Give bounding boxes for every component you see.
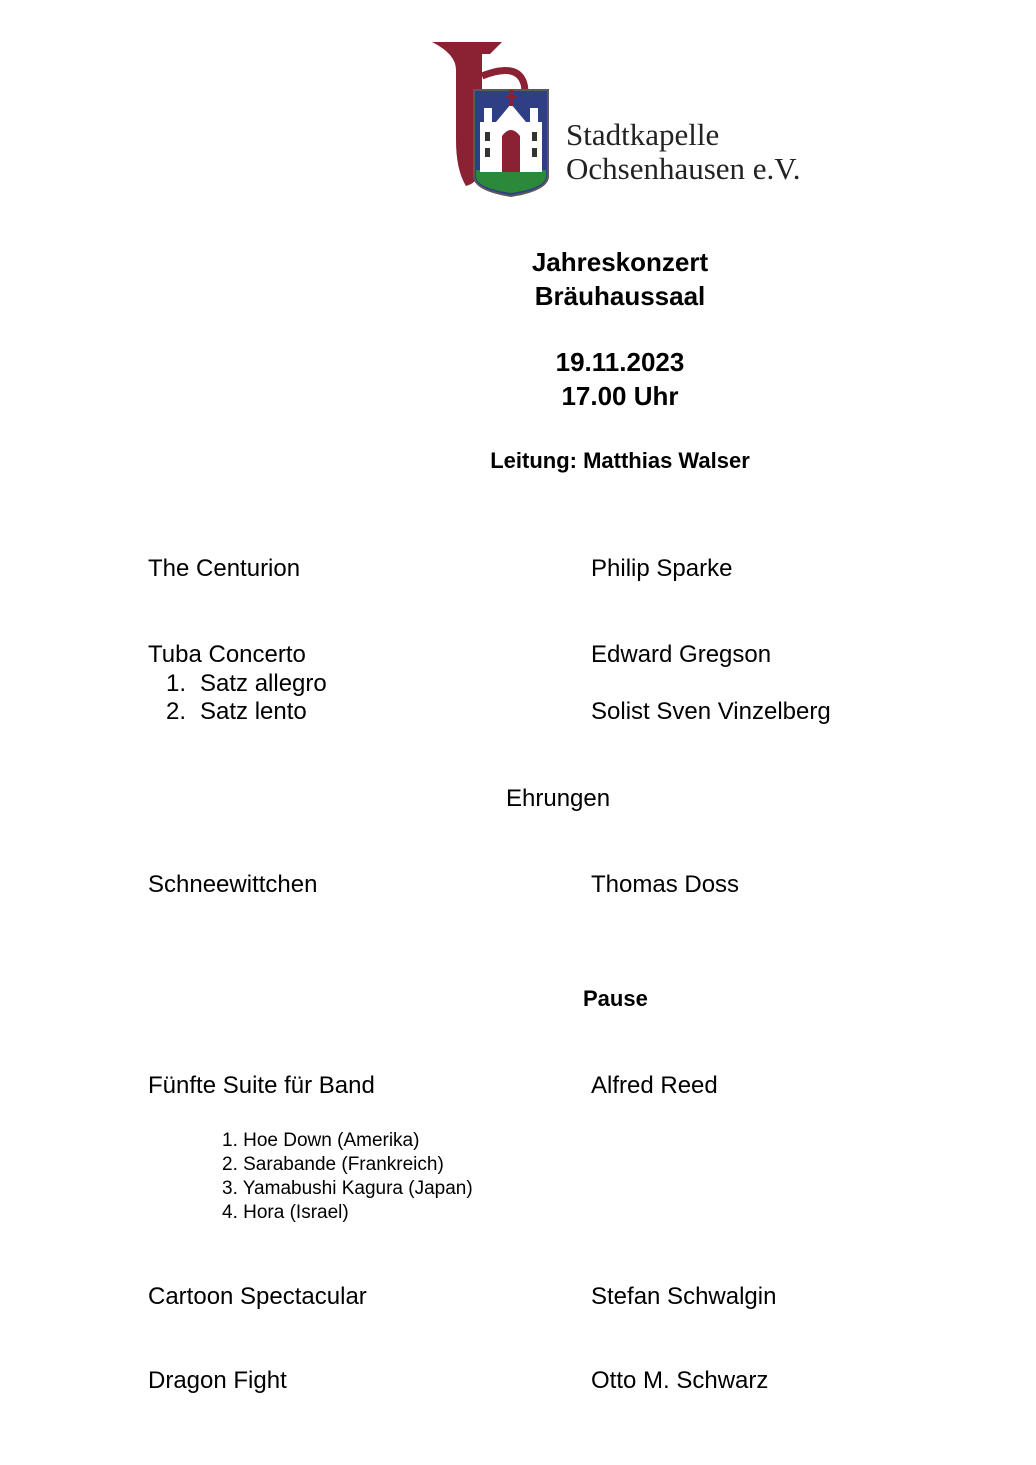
organization-name-line1: Stadtkapelle	[566, 117, 720, 152]
suite-movement: 2. Sarabande (Frankreich)	[222, 1154, 444, 1175]
program-title-4: Fünfte Suite für Band	[148, 1072, 375, 1099]
organization-name-line2: Ochsenhausen e.V.	[566, 151, 801, 186]
program-title-5: Cartoon Spectacular	[148, 1283, 367, 1310]
concert-time: 17.00 Uhr	[561, 381, 679, 411]
program-composer-2: Edward Gregson	[591, 641, 772, 668]
suite-movement: 1. Hoe Down (Amerika)	[222, 1130, 420, 1151]
program-composer-4: Alfred Reed	[591, 1072, 718, 1099]
soloist: Solist Sven Vinzelberg	[591, 698, 831, 725]
concert-date: 19.11.2023	[555, 347, 685, 377]
program-composer-3: Thomas Doss	[591, 871, 740, 898]
pause-label: Pause	[583, 986, 648, 1011]
movement-item	[148, 698, 307, 726]
program-title-1: The Centurion	[148, 555, 301, 582]
conductor: Leitung: Matthias Walser	[490, 448, 750, 473]
movement-text: Satz allegro	[200, 670, 327, 697]
program-composer-6: Otto M. Schwarz	[591, 1367, 769, 1394]
program-title-2: Tuba Concerto	[148, 641, 306, 668]
movement-text: Satz lento	[200, 698, 307, 725]
movement-number: 2.	[165, 698, 186, 725]
concert-title: Jahreskonzert	[531, 247, 709, 277]
movement-item	[148, 670, 327, 698]
program-title-3: Schneewittchen	[148, 871, 318, 898]
suite-movement: 4. Hora (Israel)	[222, 1202, 349, 1223]
tuba-coat-of-arms-logo-icon	[430, 40, 560, 200]
movement-number: 1.	[165, 670, 186, 697]
concert-venue: Bräuhaussaal	[534, 281, 706, 311]
program-composer-1: Philip Sparke	[591, 555, 733, 582]
program-title-6: Dragon Fight	[148, 1367, 287, 1394]
organization-logo	[430, 40, 830, 200]
program-composer-5: Stefan Schwalgin	[591, 1283, 777, 1310]
ehrungen-label: Ehrungen	[506, 785, 611, 812]
suite-movement: 3. Yamabushi Kagura (Japan)	[222, 1178, 473, 1199]
